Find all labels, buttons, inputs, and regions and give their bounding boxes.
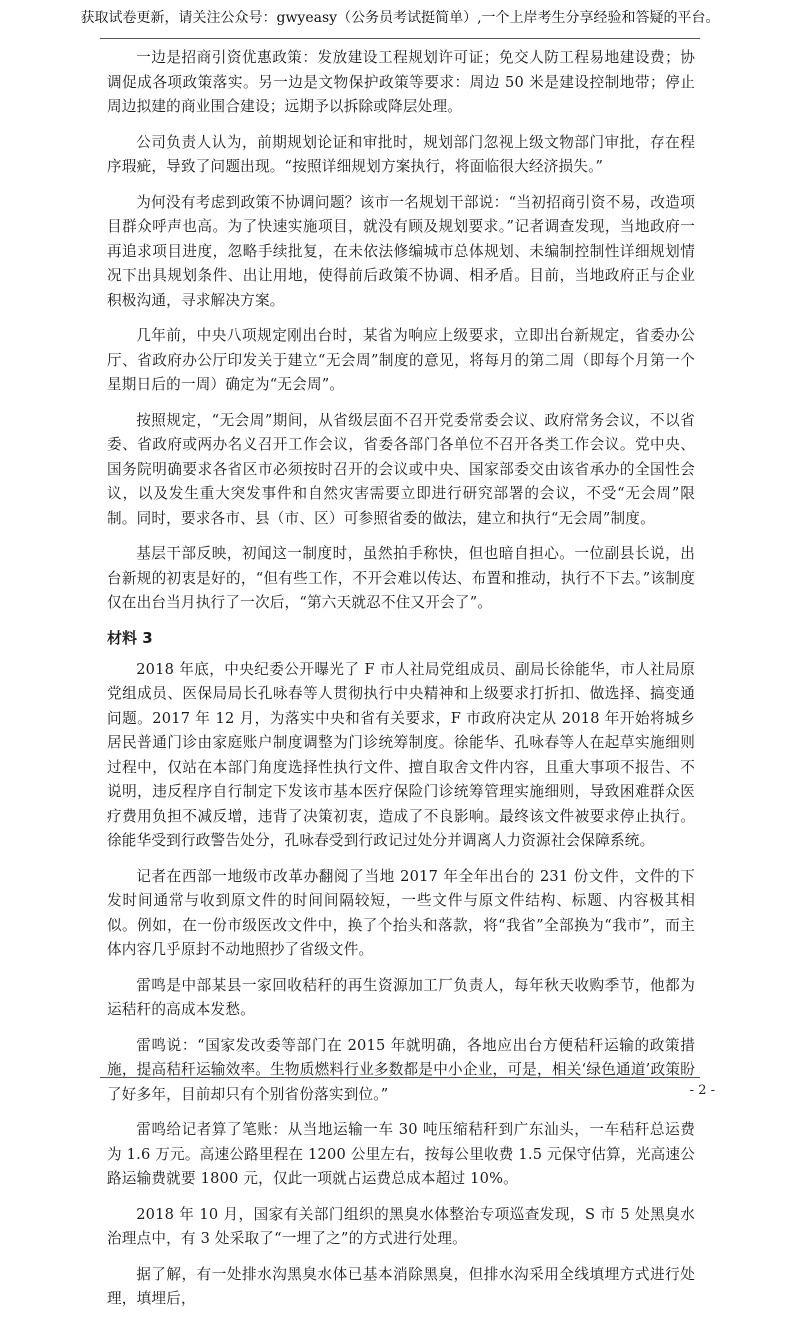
header-divider <box>100 38 700 39</box>
document-body <box>107 46 695 1323</box>
paragraph: 雷鸣说：“国家发改委等部门在 2015 年就明确，各地应出台方便秸秆运输的政策措施，提高秸秆运输效率。生物质燃料行业多数都是中小企业，可是，相关‘绿色通道’政策盼了好多年，目前却只有个别省份落实到位。” <box>107 1036 695 1103</box>
paragraph: 几年前，中央八项规定刚出台时，某省为响应上级要求，立即出台新规定，省委办公厅、省政府办公厅印发关于建立“无会周”制度的意见，将每月的第二周（即每个月第一个星期日后的一周）确定为“无会周”。 <box>107 327 695 393</box>
footer-divider <box>100 1077 700 1078</box>
paragraph: 2018 年 10 月，国家有关部门组织的黑臭水体整治专项巡查发现，S 市 5 处黑臭水治理点中，有 3 处采取了“一埋了之”的方式进行处理。 <box>107 1205 695 1247</box>
header-notice: 获取试卷更新，请关注公众号：gwyeasy（公务员考试挺简单）,一个上岸考生分享经验和答疑的平台。 <box>80 10 720 26</box>
section-title: 材料 3 <box>107 628 153 647</box>
paragraph: 雷鸣是中部某县一家回收秸秆的再生资源加工厂负责人，每年秋天收购季节，他都为运秸秆的高成本发愁。 <box>107 976 695 1018</box>
paragraph: 雷鸣给记者算了笔账：从当地运输一车 30 吨压缩秸秆到广东汕头，一车秸秆总运费为 1.6 万元。高速公路里程在 1200 公里左右，按每公里收费 1.5 元保守估算，光高速公路运输费就要 1800 元，仅此一项就占运费总成本超过 10%。 <box>107 1121 695 1187</box>
paragraph: 公司负责人认为，前期规划论证和审批时，规划部门忽视上级文物部门审批，存在程序瑕疵，导致了问题出现。“按照详细规划方案执行，将面临很大经济损失。” <box>107 133 695 175</box>
paragraph: 为何没有考虑到政策不协调问题？该市一名规划干部说：“当初招商引资不易，改造项目群众呼声也高。为了快速实施项目，就没有顾及规划要求。”记者调查发现，当地政府一再追求项目进度，忽略手续批复，在未依法修编城市总体规划、未编制控制性详细规划情况下出具规划条件、出让用地，使得前后政策不协调、相矛盾。目前，当地政府正与企业积极沟通，寻求解决方案。 <box>107 193 695 309</box>
page-number: - 2 - <box>689 1083 715 1098</box>
paragraph: 据了解，有一处排水沟黑臭水体已基本消除黑臭，但排水沟采用全线填埋方式进行处理，填埋后， <box>107 1265 695 1307</box>
paragraph: 按照规定，“无会周”期间，从省级层面不召开党委常委会议、政府常务会议，不以省委、省政府或两办名义召开工作会议，省委各部门各单位不召开各类工作会议。党中央、国务院明确要求各省区市必须按时召开的会议或中央、国家部委交由该省承办的全国性会议，以及发生重大突发事件和自然灾害需要立即进行研究部署的会议，不受“无会周”限制。同时，要求各市、县（市、区）可参照省委的做法，建立和执行“无会周”制度。 <box>107 411 695 527</box>
paragraph: 2018 年底，中央纪委公开曝光了 F 市人社局党组成员、副局长徐能华，市人社局原党组成员、医保局局长孔咏春等人贯彻执行中央精神和上级要求打折扣、做选择、搞变通问题。2017 年 12 月，为落实中央和省有关要求，F 市政府决定从 2018 年开始将城乡居民普通门诊由家庭账户制度调整为门诊统筹制度。徐能华、孔咏春等人在起草实施细则过程中，仅站在本部门角度选择性执行文件、擅自取舍文件内容，且重大事项不报告、不说明，违反程序自行制定下发该市基本医疗保险门诊统筹管理实施细则，导致困难群众医疗费用负担不减反增，违背了决策初衷，造成了不良影响。最终该文件被要求停止执行。徐能华受到行政警告处分，孔咏春受到行政记过处分并调离人力资源社会保障系统。 <box>107 660 695 849</box>
paragraph: 基层干部反映，初闻这一制度时，虽然拍手称快，但也暗自担心。一位副县长说，出台新规的初衷是好的，“但有些工作，不开会难以传达、布置和推动，执行不下去。”该制度仅在出台当月执行了一次后，“第六天就忍不住又开会了”。 <box>107 545 695 611</box>
paragraph: 记者在西部一地级市改革办翻阅了当地 2017 年全年出台的 231 份文件，文件的下发时间通常与收到原文件的时间间隔较短，一些文件与原文件结构、标题、内容极其相似。例如，在一份市级医改文件中，换了个抬头和落款，将“我省”全部换为“我市”，而主体内容几乎原封不动地照抄了省级文件。 <box>107 867 695 958</box>
paragraph: 一边是招商引资优惠政策：发放建设工程规划许可证；免交人防工程易地建设费；协调促成各项政策落实。另一边是文物保护政策等要求：周边 50 米是建设控制地带；停止周边拟建的商业围合建设；远期予以拆除或降层处理。 <box>107 49 695 115</box>
